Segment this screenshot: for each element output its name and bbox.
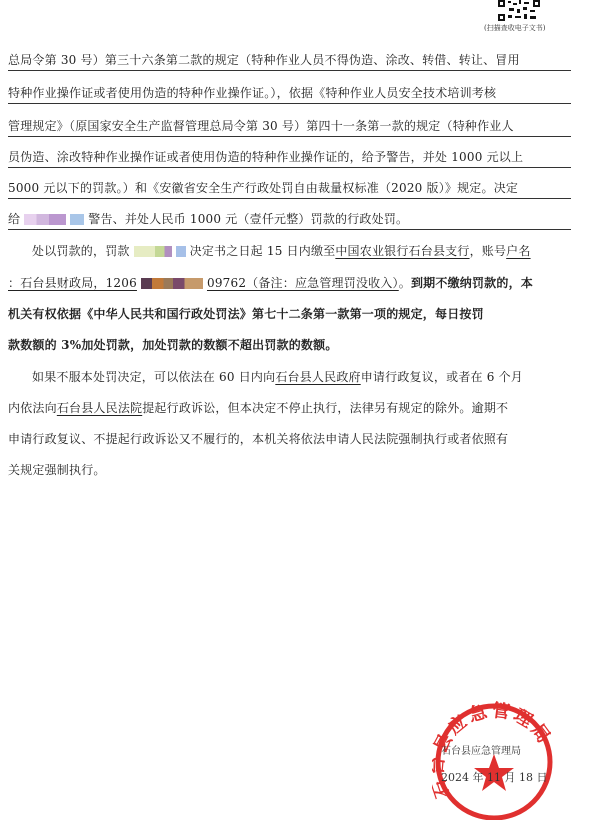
para3-line3: 申请行政复议、不提起行政诉讼又不履行的，本机关将依法申请人民法院强制执行或者依照有	[8, 432, 509, 446]
para1-line2: 特种作业操作证或者使用伪造的特种作业操作证。），依据《特种作业人员安全技术培训考核	[8, 86, 497, 100]
para3-line2: 内依法向石台县人民法院提起行政诉讼，但本决定不停止执行，法律另有规定的除外。逾期不	[8, 401, 509, 415]
para2-line3: 机关有权依据《中华人民共和国行政处罚法》第七十二条第一款第一项的规定，每日按罚	[8, 307, 484, 321]
para1-line5: 5000 元以下的罚款。）和《安徽省安全生产行政处罚自由裁量权标准（2020 版）》规定。决定	[8, 181, 519, 195]
qr-code	[497, 0, 541, 22]
underline-rule	[8, 229, 571, 230]
para1-line6: 给 警告、并处人民币 1000 元（壹仟元整）罚款的行政处罚。	[8, 212, 409, 226]
official-seal	[432, 700, 557, 820]
para1-line3: 管理规定》（原国家安全生产监督管理总局令第 30 号）第四十一条第一款的规定（特种作业人	[8, 119, 514, 133]
redaction-block	[24, 214, 66, 225]
qr-caption: (扫描查收电子文书)	[484, 24, 546, 32]
underline-rule	[8, 70, 571, 71]
signature-date: 2024 年 11 月 18 日	[441, 771, 548, 784]
para2-line4: 款数额的 3%加处罚款，加处罚款的数额不超出罚款的数额。	[8, 338, 338, 352]
redaction-block	[176, 246, 186, 257]
seal-text: 县应急管理局	[432, 700, 556, 757]
underline-rule	[8, 136, 571, 137]
underline-rule	[8, 167, 571, 168]
para2-line2: ：石台县财政局，1206 09762（备注：应急管理罚没收入）。到期不缴纳罚款的，本	[8, 276, 533, 290]
signature-org: 石台县应急管理局	[441, 746, 521, 757]
para1-line1: 总局令第 30 号）第三十六条第二款的规定（特种作业人员不得伪造、涂改、转借、转让、冒用	[8, 53, 520, 67]
redaction-block	[134, 246, 172, 257]
underline-rule	[8, 103, 571, 104]
para3-line4: 关规定强制执行。	[8, 463, 106, 477]
redaction-block	[70, 214, 84, 225]
redaction-block	[141, 278, 203, 289]
para2-line1: 处以罚款的，罚款 决定书之日起 15 日内缴至中国农业银行石台县支行，账号户名	[32, 244, 531, 258]
para1-line4: 员伪造、涂改特种作业操作证或者使用伪造的特种作业操作证的，给予警告，并处 1000 元以上	[8, 150, 524, 164]
para3-line1: 如果不服本处罚决定，可以依法在 60 日内向石台县人民政府申请行政复议，或者在 6 个月	[32, 370, 523, 384]
underline-rule	[8, 198, 571, 199]
